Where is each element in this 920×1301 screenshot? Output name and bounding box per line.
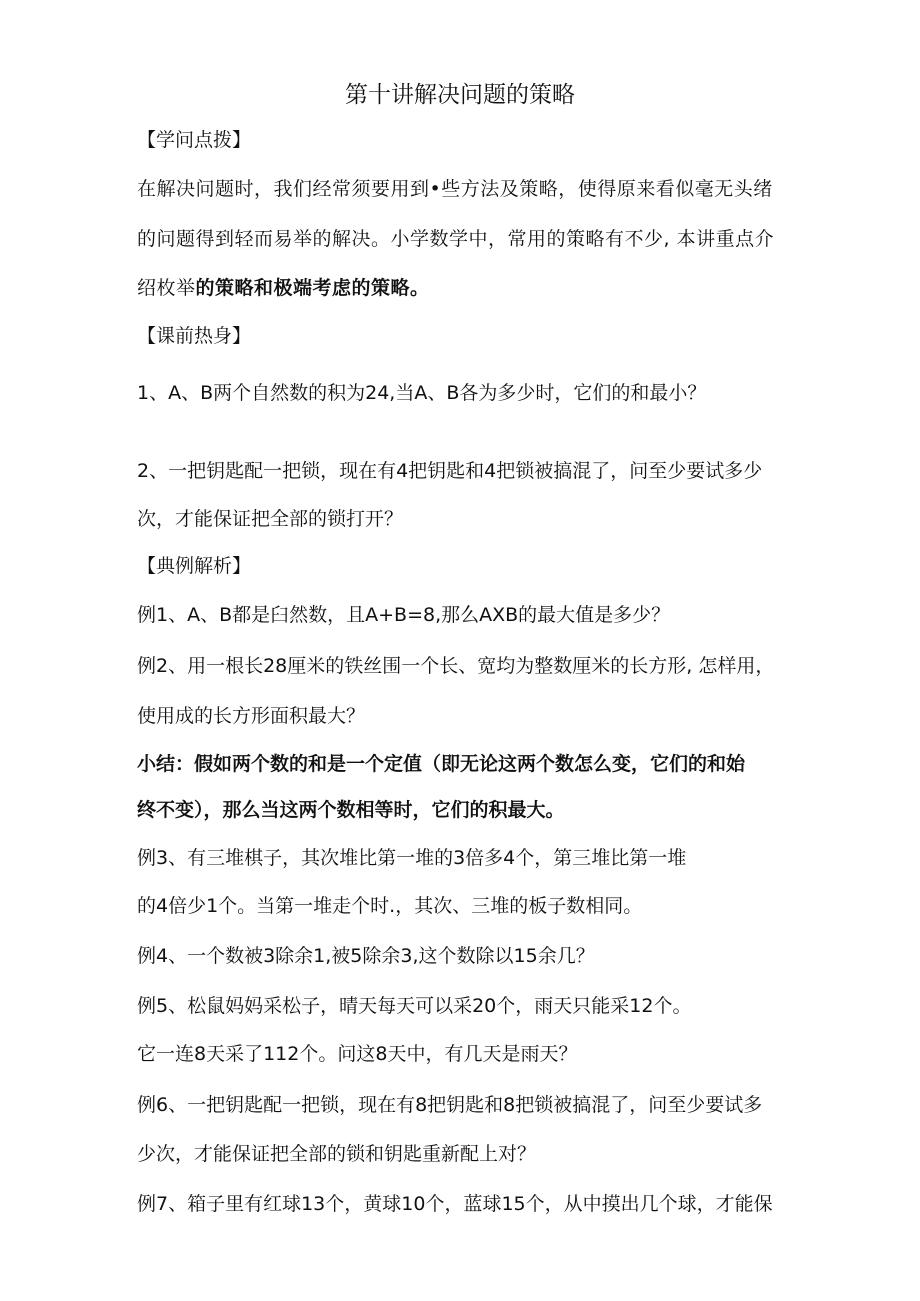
example-5-line-2: 它一连8天采了112个。问这8天中，有几天是雨天？ xyxy=(137,1043,578,1065)
example-3-line-1: 例3、有三堆棋子，其次堆比第一堆的3倍多4个，第三堆比第一堆 xyxy=(137,847,687,869)
example-6-line-2: 少次，才能保证把全部的锁和钥匙重新配上对？ xyxy=(137,1143,537,1165)
example-7-line-1: 例7、箱子里有红球13个，黄球10个，蓝球15个，从中摸出几个球，才能保 xyxy=(137,1193,773,1215)
example-4: 例4、一个数被3除余1,被5除余3,这个数除以15余几？ xyxy=(137,945,595,967)
warmup-question-2-line-2: 次，才能保证把全部的锁打开？ xyxy=(137,508,404,530)
warmup-question-2-line-1: 2、一把钥匙配一把锁，现在有4把钥匙和4把锁被搞混了，问至少要试多少 xyxy=(137,460,763,482)
summary-line-2: 终不变），那么当这两个数相等时，它们的积最大。 xyxy=(137,799,565,821)
warmup-question-1: 1、A、B两个自然数的积为24,当A、B各为多少时，它们的和最小？ xyxy=(137,382,707,404)
intro-line-3-plain: 绍枚举 xyxy=(137,277,196,299)
page-title: 第十讲解决问题的策略 xyxy=(345,82,575,108)
example-3-line-2: 的4倍少1个。当第一堆走个时.，其次、三堆的板子数相同。 xyxy=(137,895,643,917)
section-heading-warmup: 【课前热身】 xyxy=(137,325,252,347)
intro-line-3 xyxy=(137,275,430,301)
example-2-line-2: 使用成的长方形面积最大？ xyxy=(137,705,366,727)
section-heading-examples: 【典例解析】 xyxy=(137,555,252,577)
section-heading-knowledge: 【学问点拨】 xyxy=(137,129,252,151)
example-2-line-1: 例2、用一根长28厘米的铁丝围一个长、宽均为整数厘米的长方形, 怎样用， xyxy=(137,655,775,677)
example-5-line-1: 例5、松鼠妈妈采松子，晴天每天可以采20个，雨天只能采12个。 xyxy=(137,995,692,1017)
example-6-line-1: 例6、一把钥匙配一把锁，现在有8把钥匙和8把锁被搞混了，问至少要试多 xyxy=(137,1094,763,1116)
intro-line-3-bold: 的策略和极端考虑的策略。 xyxy=(195,277,430,299)
summary-line-1: 小结：假如两个数的和是一个定值（即无论这两个数怎么变，它们的和始 xyxy=(137,753,746,775)
intro-line-2: 的问题得到轻而易举的解决。小学数学中，常用的策略有不少, 本讲重点介 xyxy=(137,228,775,250)
intro-line-1: 在解决问题时，我们经常须要用到•些方法及策略，使得原来看似毫无头绪 xyxy=(137,178,773,200)
example-1: 例1、A、B都是臼然数，且A+B=8,那么AXB的最大值是多少？ xyxy=(137,604,671,626)
